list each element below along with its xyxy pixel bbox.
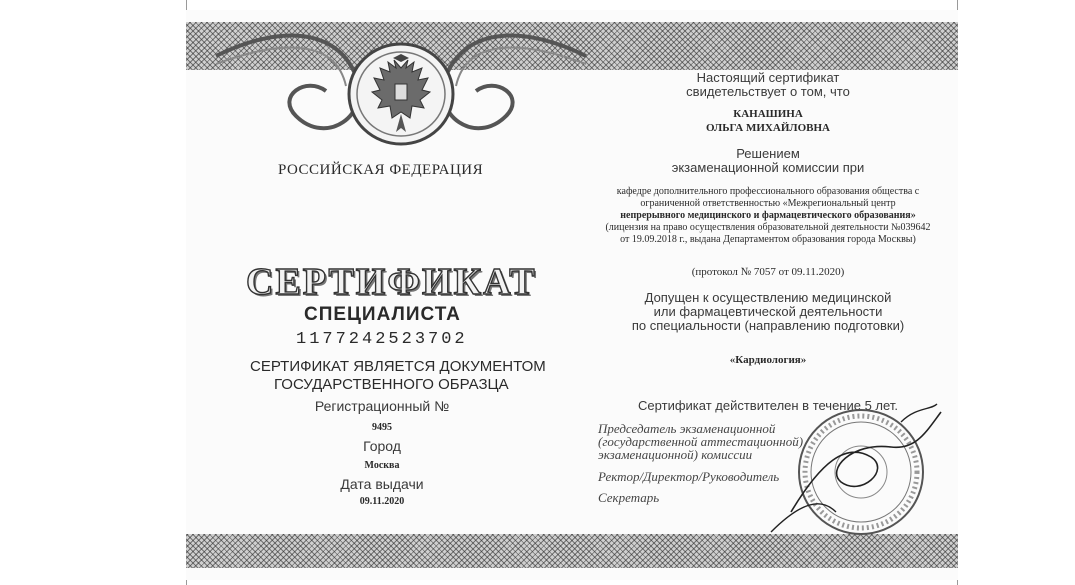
intro-line-2: свидетельствует о том, что: [686, 84, 850, 99]
decision-line-1: Решением: [736, 146, 800, 161]
organization-line-2: ограниченной ответственностью «Межрегиональный центр: [640, 198, 896, 209]
commission-chair-line-1: Председатель экзаменационной: [598, 421, 776, 436]
holder-given-names: ОЛЬГА МИХАЙЛОВНА: [706, 122, 830, 134]
admission-line-3: по специальности (направлению подготовки): [631, 318, 905, 333]
certificate-sheet: [186, 10, 958, 580]
registration-number-value: 9495: [372, 422, 392, 433]
organization-line-1: кафедре дополнительного профессионального образования общества с: [616, 186, 920, 197]
state-document-line-1: СЕРТИФИКАТ ЯВЛЯЕТСЯ ДОКУМЕНТОМ: [250, 358, 546, 375]
country-label: РОССИЙСКАЯ ФЕДЕРАЦИЯ: [278, 162, 484, 178]
organization-line-3: непрерывного медицинского и фармацевтического образования»: [620, 210, 916, 221]
certificate-number: 1177242523702: [296, 330, 468, 349]
admission-line-2: или фармацевтической деятельности: [653, 304, 883, 319]
state-document-line-2: ГОСУДАРСТВЕННОГО ОБРАЗЦА: [274, 376, 509, 393]
certificate-subtitle: СПЕЦИАЛИСТА: [304, 304, 461, 325]
organization-line-4: (лицензия на право осуществления образовательной деятельности №039642: [605, 222, 931, 233]
organization-line-5: от 19.09.2018 г., выдана Департаментом образования города Москвы): [620, 234, 916, 245]
specialty: «Кардиология»: [729, 354, 807, 366]
commission-chair-line-3: экзаменационной) комиссии: [598, 447, 753, 462]
commission-chair-line-2: (государственной аттестационной): [598, 434, 804, 449]
admission-line-1: Допущен к осуществлению медицинской: [644, 290, 892, 305]
certificate-title: СЕРТИФИКАТ: [246, 261, 537, 303]
city-label: Город: [363, 438, 401, 454]
issue-date-label: Дата выдачи: [340, 476, 424, 492]
holder-surname: КАНАШИНА: [733, 108, 803, 120]
protocol-line: (протокол № 7057 от 09.11.2020): [691, 266, 845, 278]
city-value: Москва: [364, 460, 400, 471]
rector-line: Ректор/Директор/Руководитель: [598, 469, 780, 484]
intro-line-1: Настоящий сертификат: [696, 70, 840, 85]
double-headed-eagle-icon: [366, 54, 436, 136]
registration-number-label: Регистрационный №: [314, 398, 450, 414]
secretary-line: Секретарь: [598, 490, 660, 505]
decision-line-2: экзаменационной комиссии при: [671, 160, 865, 175]
issue-date-value: 09.11.2020: [359, 496, 405, 507]
round-seal-and-signature-icon: [751, 402, 951, 542]
validity-line: Сертификат действителен в течение 5 лет.: [638, 398, 898, 413]
